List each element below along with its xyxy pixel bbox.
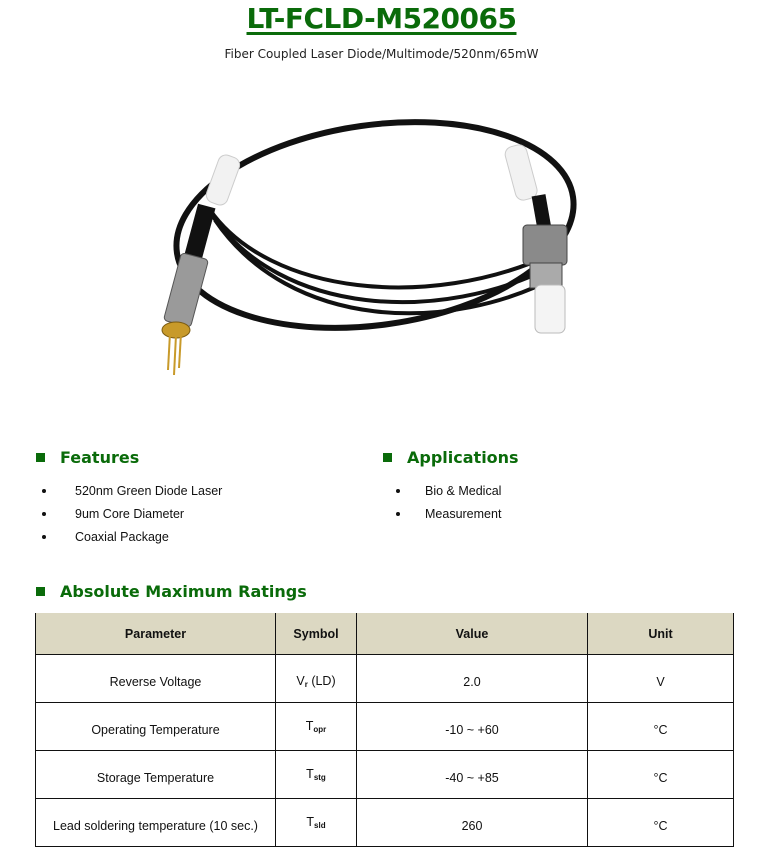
table-header-row <box>36 613 734 655</box>
page-subtitle: Fiber Coupled Laser Diode/Multimode/520nm/65mW <box>224 47 539 61</box>
symbol-suffix: (LD) <box>307 674 336 688</box>
bullet-icon <box>396 489 400 493</box>
features-heading <box>36 448 139 467</box>
cell-parameter: Lead soldering temperature (10 sec.) <box>36 799 276 847</box>
title-text: LT-FCLD-M520065 <box>246 2 517 35</box>
symbol-subscript: sld <box>314 821 326 830</box>
cell-value: 2.0 <box>357 655 588 703</box>
cell-value: -10 ~ +60 <box>357 703 588 751</box>
product-image <box>130 75 610 395</box>
column-header-parameter: Parameter <box>36 613 276 655</box>
table-row <box>36 799 734 847</box>
cell-parameter: Operating Temperature <box>36 703 276 751</box>
cell-parameter: Storage Temperature <box>36 751 276 799</box>
list-item-text: Bio & Medical <box>425 484 502 498</box>
square-bullet-icon <box>383 453 392 462</box>
features-heading-text: Features <box>60 448 140 467</box>
symbol-main: V <box>296 674 305 688</box>
list-item-text: Measurement <box>425 507 502 521</box>
bullet-icon <box>42 489 46 493</box>
cell-value: -40 ~ +85 <box>357 751 588 799</box>
cell-unit: °C <box>588 703 734 751</box>
bullet-icon <box>42 512 46 516</box>
symbol-subscript: r <box>304 680 308 689</box>
cell-symbol <box>276 655 357 703</box>
cell-symbol <box>276 799 357 847</box>
table-row <box>36 655 734 703</box>
table-row <box>36 751 734 799</box>
cell-unit: °C <box>588 751 734 799</box>
column-header-symbol: Symbol <box>276 613 357 655</box>
ratings-heading <box>36 582 307 601</box>
symbol-main: T <box>306 767 314 781</box>
symbol-subscript: stg <box>313 773 326 782</box>
applications-heading-text: Applications <box>407 448 519 467</box>
column-header-value: Value <box>357 613 588 655</box>
column-header-unit: Unit <box>588 613 734 655</box>
cell-symbol <box>276 703 357 751</box>
list-item-text: Coaxial Package <box>75 530 169 544</box>
symbol-main: T <box>305 719 314 733</box>
ratings-heading-text: Absolute Maximum Ratings <box>60 582 307 601</box>
applications-heading <box>383 448 519 467</box>
bullet-icon <box>42 535 46 539</box>
table-row <box>36 703 734 751</box>
symbol-subscript: opr <box>313 725 327 734</box>
ratings-table <box>35 613 734 847</box>
cell-symbol <box>276 751 357 799</box>
page-title <box>0 2 763 35</box>
cell-parameter: Reverse Voltage <box>36 655 276 703</box>
list-item-text: 9um Core Diameter <box>75 507 185 521</box>
square-bullet-icon <box>36 587 45 596</box>
cell-value: 260 <box>357 799 588 847</box>
symbol-main: T <box>306 815 315 829</box>
cell-unit: V <box>588 655 734 703</box>
list-item-text: 520nm Green Diode Laser <box>75 484 223 498</box>
bullet-icon <box>396 512 400 516</box>
cell-unit: °C <box>588 799 734 847</box>
square-bullet-icon <box>36 453 45 462</box>
